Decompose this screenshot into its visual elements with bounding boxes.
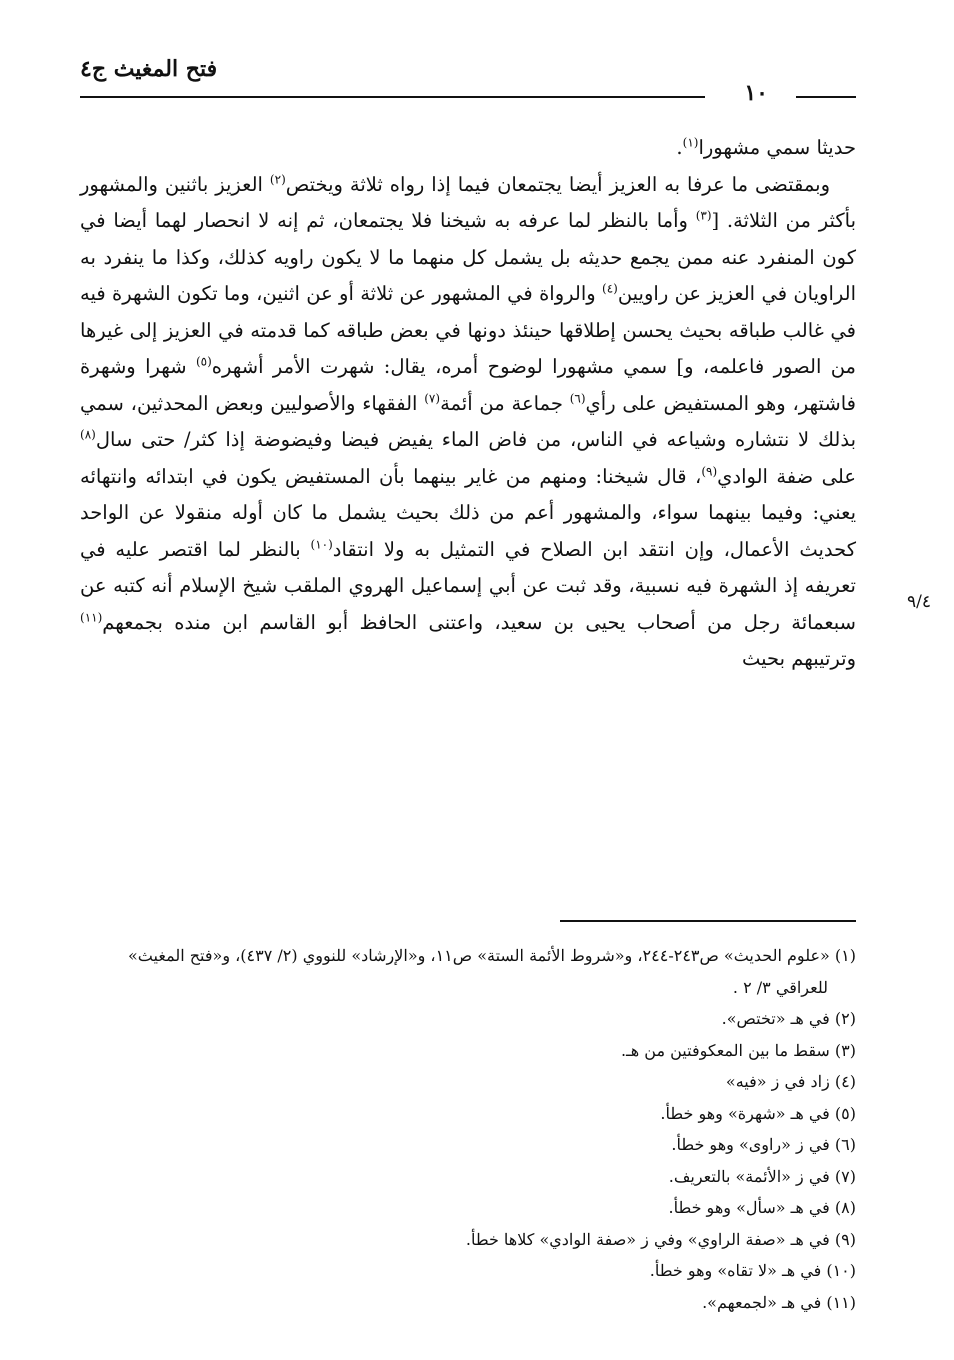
text-run: وترتيبهم بحيث xyxy=(741,647,856,670)
page-number: ١٠ xyxy=(744,80,768,106)
footnote-5: (٥) في هـ «شهرة» وهو خطأ. xyxy=(660,1103,856,1123)
footnote-4: (٤) زاد في ز «فيه» xyxy=(725,1072,856,1091)
text-run: العزيز باثنين والمشهور بأكثر من الثلاثة. [ xyxy=(80,172,856,232)
footnote-ref-1: (١) xyxy=(682,135,699,150)
text-run: . xyxy=(676,136,683,159)
footnote-8: (٨) في هـ «سأل» وهو خطأ. xyxy=(668,1198,856,1217)
footnote-ref-10: (١٠) xyxy=(310,537,333,551)
text-run: على ضفة الوادي xyxy=(717,464,856,488)
footnote-6: (٦) في ز «راوى» وهو خطأ. xyxy=(671,1135,856,1154)
footnote-separator xyxy=(560,920,856,922)
paragraph-1 xyxy=(80,130,856,167)
margin-page-reference: ٩/٤ xyxy=(907,592,931,612)
paragraph-2 xyxy=(80,167,856,678)
text-run: بالنظر لما اقتصر عليه في تعريفه إذ الشهرة فيه نسبية، وقد ثبت عن أبي إسماعيل الهروي الملقب شيخ الإسلام أنه كتبه عن سبعمائة رجل من أصحاب يحيى بن سعيد، واعتنى الحافظ أبو القاسم ابن منده بجمعهم xyxy=(80,537,856,634)
footnote-ref-4: (٤) xyxy=(602,281,618,296)
footnote-ref-7: (٧) xyxy=(424,391,441,405)
header-rule-short xyxy=(796,96,856,98)
footnote-11: (١١) في هـ «لجمعهم». xyxy=(702,1292,856,1312)
page-header xyxy=(80,50,856,110)
text-run: والرواة في المشهور عن ثلاثة أو عن اثنين، وما تكون الشهرة فيه في غالب طباقه بحيث يحسن إطلاقها حينئذ دونها في بعض طباقه كما قدمته في العزيز إلى غيرها من الصور فاعلمه، و] سمي مشهورا لوضوح أمره، يقال: شهرت الأمر أشهره xyxy=(80,282,857,378)
main-text xyxy=(80,130,856,678)
footnote-ref-2: (٢) xyxy=(269,172,286,186)
footnote-ref-8: (٨) xyxy=(80,427,96,442)
text-run: الفقهاء والأصوليين وبعض المحدثين، سمي بذلك لا نتشاره وشياعه في الناس، من فاض الماء يفيض فيضا وفيضوضة إذا كثر/ حتى سال xyxy=(80,391,856,451)
footnote-10: (١٠) في هـ «لا تقاه» وهو خطأ. xyxy=(649,1261,856,1280)
footnote-2: (٢) في هـ «تختص». xyxy=(721,1009,856,1028)
footnote-ref-5: (٥) xyxy=(195,354,212,369)
text-run: وبمقتضى ما عرفا به العزيز أيضا يجتمعان فيما إذا رواه ثلاثة ويختص xyxy=(285,172,831,196)
footnote-ref-11: (١١) xyxy=(80,610,103,624)
footnote-1: (١) «علوم الحديث» ص٢٤٣-٢٤٤، و«شروط الأئمة الستة» ص١١، و«الإرشاد» للنووي (٢/ ٤٣٧)، و«فتح المغيث» للعراقي ٣/ ٢ . xyxy=(128,946,856,997)
footnote-3: (٣) سقط ما بين المعكوفتين من هـ. xyxy=(620,1040,856,1060)
footnote-7: (٧) في ز «الأئمة» بالتعريف. xyxy=(668,1166,856,1186)
text-run: وأما بالنظر لما عرفه به شيخنا فلا يجتمعان، ثم إنه لا انحصار لهما أيضا في كون المنفرد عنه ممن يجمع حديثه بل يشمل كل منهما ما لا يكون راويه كذلك، وكذا ما ينفرد به الراويان في العزيز عن راويين xyxy=(80,209,856,305)
book-title: فتح المغيث ج٤ xyxy=(80,56,218,82)
text-run: جماعة من أئمة xyxy=(440,391,570,415)
header-rule xyxy=(80,96,705,98)
text-run: ، قال شيخنا: ومنهم من غاير بينهما بأن المستفيض يكون في ابتدائه وانتهائه يعني: وفيما بينهما سواء، والمشهور أعم من ذلك بحيث يشمل ما كان أوله منقولا عن الواحد كحديث الأعمال، وإن انتقد ابن الصلاح في التمثيل به ولا انتقاد xyxy=(80,464,856,561)
text-run: حديثا سمي مشهورا xyxy=(698,136,856,159)
footnote-ref-9: (٩) xyxy=(701,464,718,478)
footnote-ref-6: (٦) xyxy=(569,391,586,405)
footnotes xyxy=(80,940,856,1318)
footnote-ref-3: (٣) xyxy=(695,208,712,223)
text-run: شهرا وشهرة فاشتهر، وهو المستفيض على رأي xyxy=(80,355,856,415)
footnote-9: (٩) في هـ «صفة الراوي» وفي ز «صفة الوادي» كلاها خطأ. xyxy=(465,1229,856,1249)
